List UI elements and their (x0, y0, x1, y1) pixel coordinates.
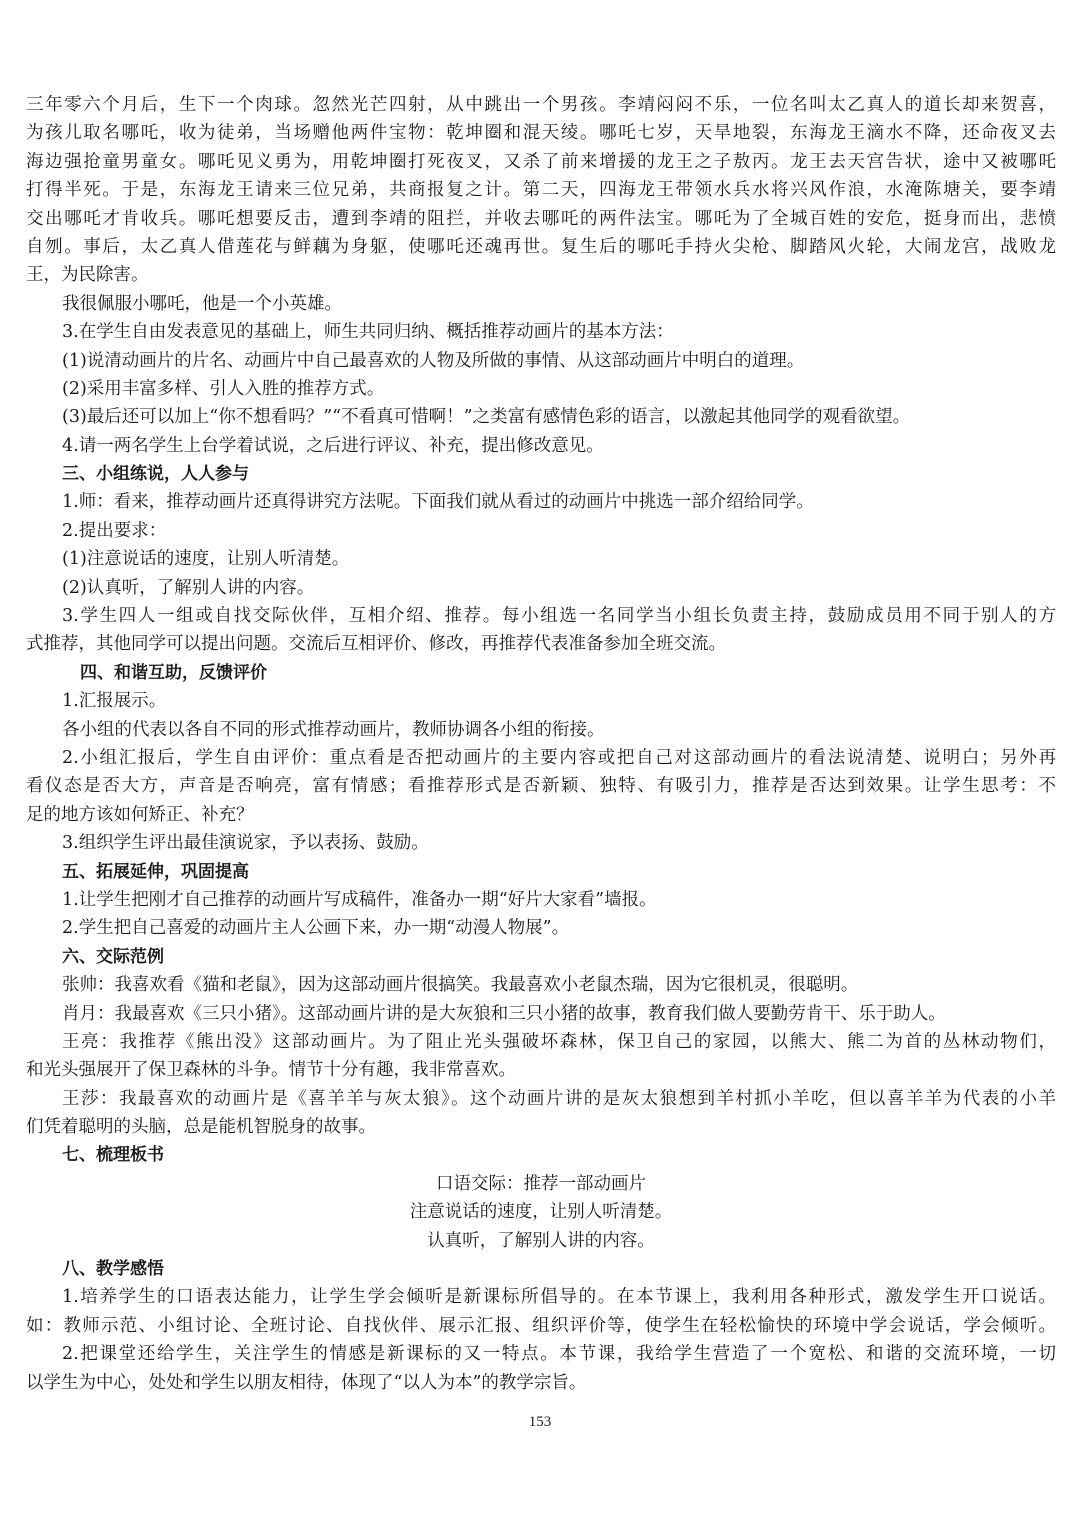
paragraph: 3.组织学生评出最佳演说家，予以表扬、鼓励。 (62, 833, 429, 854)
example-line: 肖月：我最喜欢《三只小猪》。这部动画片讲的是大灰狼和三只小猪的故事，教育我们做人要勤劳肯干、乐于助人。 (62, 1003, 946, 1024)
section-heading: 五、拓展延伸，巩固提高 (62, 861, 249, 882)
method-intro: 3.在学生自由发表意见的基础上，师生共同归纳、概括推荐动画片的基本方法： (62, 322, 674, 343)
paragraph: 2.提出要求： (62, 520, 167, 541)
method-item: (3)最后还可以加上“你不想看吗？”“不看真可惜啊！”之类富有感情色彩的语言，以激起其他同学的观看欲望。 (62, 407, 911, 428)
paragraph: 各小组的代表以各自不同的形式推荐动画片，教师协调各小组的衔接。 (62, 719, 605, 740)
section-heading: 七、梳理板书 (62, 1145, 164, 1166)
method-item: (2)采用丰富多样、引人入胜的推荐方式。 (62, 378, 385, 399)
section-heading: 三、小组练说，人人参与 (62, 464, 249, 485)
example-line: 们凭着聪明的头脑，总是能机智脱身的故事。 (26, 1117, 376, 1138)
paragraph: 看仪态是否大方，声音是否响亮，富有情感；看推荐形式是否新颖、独特、有吸引力，推荐是否达到效果。让学生思考：不 (26, 776, 1056, 797)
step-4: 4.请一两名学生上台学着试说，之后进行评议、补充，提出修改意见。 (62, 435, 604, 456)
example-line: 张帅：我喜欢看《猫和老鼠》，因为这部动画片很搞笑。我最喜欢小老鼠杰瑞，因为它很机灵，很聪明。 (62, 975, 859, 996)
requirement-item: (2)认真听，了解别人讲的内容。 (62, 577, 315, 598)
paragraph: 2.把课堂还给学生，关注学生的情感是新课标的又一特点。本节课，我给学生营造了一个宽松、和谐的交流环境，一切 (62, 1344, 1056, 1365)
story-line: 打得半死。于是，东海龙王请来三位兄弟，共商报复之计。第二天，四海龙王带领水兵水将兴风作浪，水淹陈塘关，要李靖 (26, 180, 1056, 201)
story-line: 王，为民除害。 (26, 265, 149, 286)
paragraph: 1.让学生把刚才自己推荐的动画片写成稿件，准备办一期“好片大家看”墙报。 (62, 889, 657, 910)
example-line: 王亮：我推荐《熊出没》这部动画片。为了阻止光头强破坏森林，保卫自己的家园，以熊大、熊二为首的丛林动物们， (62, 1031, 1056, 1052)
board-line: 注意说话的速度，让别人听清楚。 (409, 1202, 673, 1223)
paragraph: 1.汇报展示。 (62, 691, 167, 712)
story-line: 三年零六个月后，生下一个肉球。忽然光芒四射，从中跳出一个男孩。李靖闷闷不乐，一位名叫太乙真人的道长却来贺喜， (26, 95, 1056, 115)
paragraph: 1.培养学生的口语表达能力，让学生学会倾听是新课标所倡导的。在本节课上，我利用各种形式，激发学生开口说话。 (62, 1287, 1056, 1308)
paragraph: 足的地方该如何矫正、补充？ (26, 804, 254, 825)
paragraph: 式推荐，其他同学可以提出问题。交流后互相评价、修改，再推荐代表准备参加全班交流。 (26, 634, 726, 655)
paragraph: 3.学生四人一组或自找交际伙伴，互相介绍、推荐。每小组选一名同学当小组长负责主持，鼓励成员用不同于别人的方 (62, 606, 1056, 627)
admire-line: 我很佩服小哪吒，他是一个小英雄。 (62, 293, 342, 314)
story-line: 为孩儿取名哪吒，收为徒弟，当场赠他两件宝物：乾坤圈和混天绫。哪吒七岁，天旱地裂，东海龙王滴水不降，还命夜叉去 (26, 123, 1056, 144)
paragraph: 1.师：看来，推荐动画片还真得讲究方法呢。下面我们就从看过的动画片中挑选一部介绍给同学。 (62, 492, 814, 513)
story-line: 交出哪吒才肯收兵。哪吒想要反击，遭到李靖的阻拦，并收去哪吒的两件法宝。哪吒为了全城百姓的安危，挺身而出，悲愤 (26, 208, 1056, 229)
paragraph: 2.小组汇报后，学生自由评价：重点看是否把动画片的主要内容或把自己对这部动画片的看法说清楚、说明白；另外再 (62, 747, 1056, 768)
method-item: (1)说清动画片的片名、动画片中自己最喜欢的人物及所做的事情、从这部动画片中明白的道理。 (62, 350, 805, 371)
paragraph: 如：教师示范、小组讨论、全班讨论、自找伙伴、展示汇报、组织评价等，使学生在轻松愉快的环境中学会说话，学会倾听。 (26, 1315, 1056, 1336)
paragraph: 2.学生把自己喜爱的动画片主人公画下来，办一期“动漫人物展”。 (62, 918, 570, 939)
example-line: 王莎：我最喜欢的动画片是《喜羊羊与灰太狼》。这个动画片讲的是灰太狼想到羊村抓小羊吃，但以喜羊羊为代表的小羊 (62, 1088, 1056, 1109)
board-line: 认真听，了解别人讲的内容。 (427, 1230, 655, 1251)
requirement-item: (1)注意说话的速度，让别人听清楚。 (62, 549, 350, 570)
board-line: 口语交际：推荐一部动画片 (436, 1173, 646, 1194)
story-line: 海边强抢童男童女。哪吒见义勇为，用乾坤圈打死夜叉，又杀了前来增援的龙王之子敖丙。龙王去天宫告状，途中又被哪吒 (26, 151, 1056, 172)
section-heading: 四、和谐互助，反馈评价 (80, 662, 267, 683)
page-body (26, 91, 1056, 1397)
example-line: 和光头强展开了保卫森林的斗争。情节十分有趣，我非常喜欢。 (26, 1060, 516, 1081)
page-number: 153 (528, 1414, 552, 1430)
section-heading: 六、交际范例 (62, 946, 164, 967)
section-heading: 八、教学感悟 (62, 1259, 164, 1280)
story-line: 自刎。事后，太乙真人借莲花与鲜藕为身躯，使哪吒还魂再世。复生后的哪吒手持火尖枪、脚踏风火轮，大闹龙宫，战败龙 (26, 236, 1056, 257)
paragraph: 以学生为中心，处处和学生以朋友相待，体现了“以人为本”的教学宗旨。 (26, 1372, 587, 1393)
